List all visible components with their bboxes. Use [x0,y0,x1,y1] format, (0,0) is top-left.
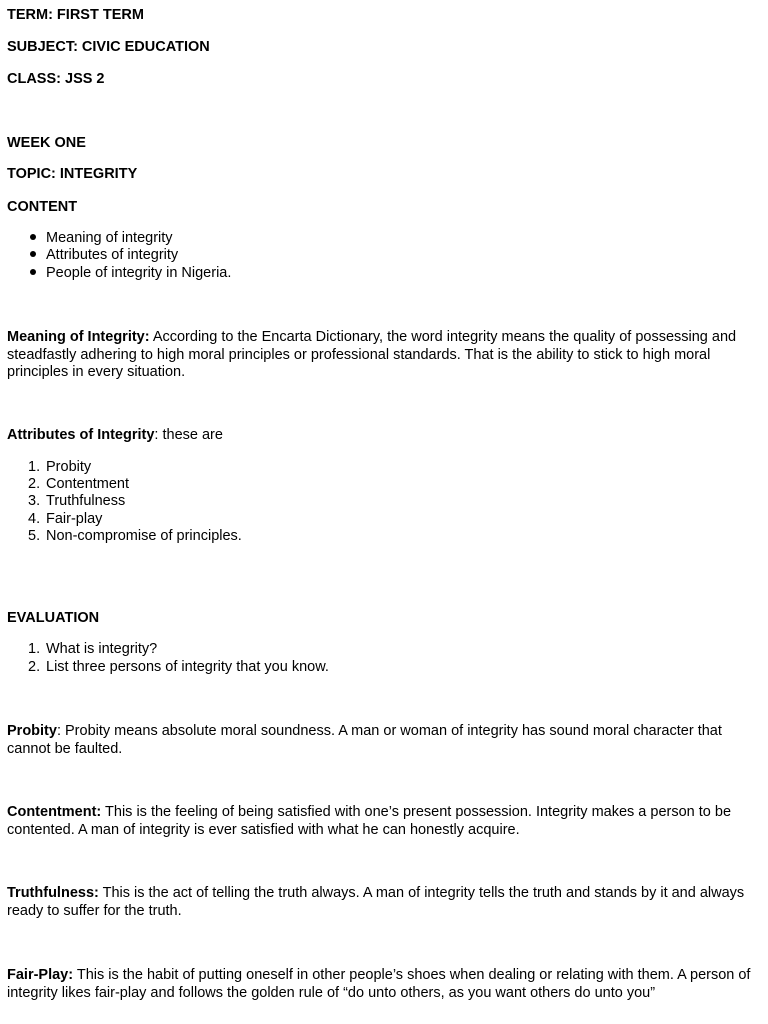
attributes-list-item: 4. Fair-play [28,511,103,527]
fairplay-paragraph [7,967,760,1002]
probity-label: Probity [7,723,57,739]
meaning-paragraph [7,329,760,382]
topic-heading: TOPIC: INTEGRITY [7,166,138,182]
attributes-list-item: 1. Probity [28,459,92,475]
attributes-list-item: 5. Non-compromise of principles. [28,528,242,544]
subject-heading: SUBJECT: CIVIC EDUCATION [7,39,210,55]
fairplay-label: Fair-Play: [7,967,74,983]
bullet-icon [30,234,36,240]
attributes-text: : these are [154,427,223,443]
class-heading: CLASS: JSS 2 [7,71,105,87]
evaluation-list-item: 1. What is integrity? [28,641,158,657]
content-list-item: People of integrity in Nigeria. [28,265,231,283]
attributes-list-item: 2. Contentment [28,476,130,492]
truthfulness-label: Truthfulness: [7,885,99,901]
evaluation-list-item: 2. List three persons of integrity that you know. [28,659,329,675]
attributes-label: Attributes of Integrity [7,427,155,443]
truthfulness-paragraph [7,885,760,920]
attributes-paragraph [7,427,760,445]
truthfulness-text: This is the act of telling the truth always. A man of integrity tells the truth and stands by it and always ready to suffer for the truth. [7,885,745,919]
content-heading: CONTENT [7,199,78,215]
contentment-label: Contentment: [7,804,102,820]
probity-paragraph [7,723,760,758]
probity-text: : Probity means absolute moral soundness. A man or woman of integrity has sound moral character that cannot be faulted. [7,723,722,757]
meaning-text: According to the Encarta Dictionary, the word integrity means the quality of possessing and steadfastly adhering to high moral principles or professional standards. That is the ability to stick to high moral principles in every situation. [7,329,737,380]
meaning-label: Meaning of Integrity: [7,329,150,345]
contentment-text: This is the feeling of being satisfied with one’s present possession. Integrity makes a person to be contented. A man of integrity is ever satisfied with what he can honestly acquire. [7,804,732,838]
bullet-icon [30,251,36,257]
bullet-icon [30,269,36,275]
week-heading: WEEK ONE [7,135,86,151]
content-list-item: Attributes of integrity [28,247,178,265]
content-list-item: Meaning of integrity [28,230,173,248]
fairplay-text: This is the habit of putting oneself in other people’s shoes when dealing or relating with them. A person of integrity likes fair-play and follows the golden rule of “do unto others, as you want others do unto you” [7,967,751,1001]
contentment-paragraph [7,804,760,839]
evaluation-heading: EVALUATION [7,610,100,626]
attributes-list-item: 3. Truthfulness [28,493,126,509]
term-heading: TERM: FIRST TERM [7,7,144,23]
